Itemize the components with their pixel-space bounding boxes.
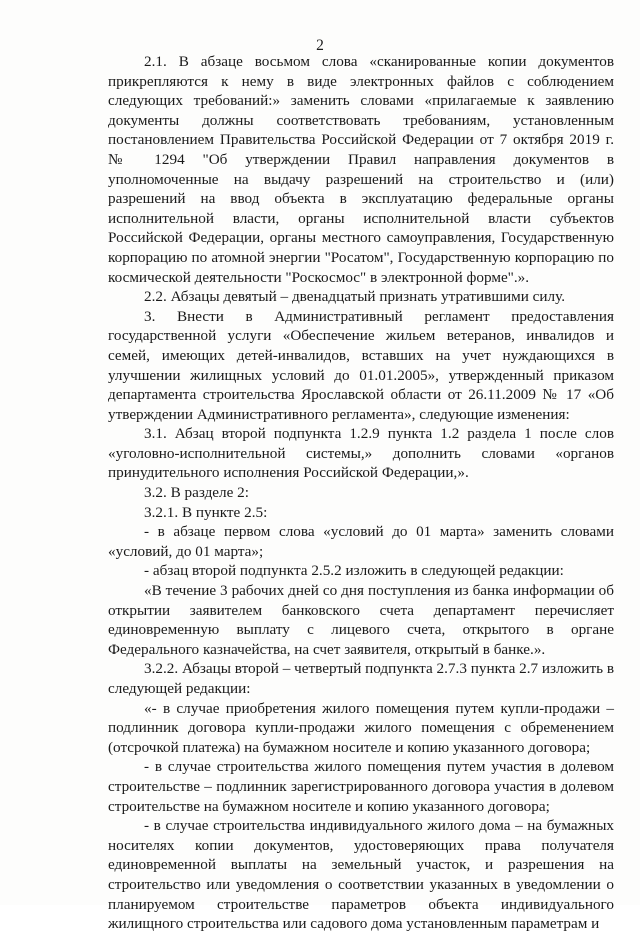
list-item-individual-house: - в случае строительства индивидуального жилого дома – на бумажных носителях копии документов, удостоверяющих права получателя единовременной выплаты на земельный участок, и разрешения на строительство или уведомления о соответствии указанных в уведомлении о планируемом строительстве параметров объекта индивидуального жилищного строительства или садового дома установленным параметрам и (108, 817, 614, 933)
list-item-first-paragraph: - в абзаце первом слова «условий до 01 марта» заменить словами «условий, до 01 марта»; (108, 523, 614, 560)
paragraph-2-1: 2.1. В абзаце восьмом слова «сканированные копии документов прикрепляются к нему в виде электронных файлов с соблюдением следующих требований:» заменить словами «прилагаемые к заявлению документы должны соответствовать требованиям, установленным постановлением Правительства Российской Федерации от 7 октября 2019 г. № 1294 "Об утверждении Правил направления документов в уполномоченные на выдачу разрешений на строительство и (или) разрешений на ввод объекта в эксплуатацию федеральные органы исполнительной власти, органы исполнительной власти субъектов Российской Федерации, органы местного самоуправления, Государственную корпорацию по атомной энергии "Росатом", Государственную корпорацию по космической деятельности "Роскосмос" в электронной форме".». (108, 53, 614, 286)
quoted-new-text-bank: «В течение 3 рабочих дней со дня поступления из банка информации об открытии заявителем банковского счета департамент перечисляет единовременную выплату с лицевого счета, открытого в органе Федерального казначейства, на счет заявителя, открытый в банке.». (108, 582, 614, 658)
list-item-shared-construction: - в случае строительства жилого помещения путем участия в долевом строительстве – подлинник зарегистрированного договора участия в долевом строительстве на бумажном носителе и копию указанного договора; (108, 758, 614, 815)
paragraph-3: 3. Внести в Административный регламент предоставления государственной услуги «Обеспечение жильем ветеранов, инвалидов и семей, имеющих детей-инвалидов, вставших на учет нуждающихся в улучшении жилищных условий до 01.01.2005», утвержденный приказом департамента строительства Ярославской области от 26.11.2009 № 17 «Об утверждении Административного регламента», следующие изменения: (108, 307, 614, 423)
paragraph-3-1: 3.1. Абзац второй подпункта 1.2.9 пункта 1.2 раздела 1 после слов «уголовно-исполнительной системы,» дополнить словами «органов принудительного исполнения Российской Федерации,». (108, 425, 614, 482)
list-item-purchase: «- в случае приобретения жилого помещения путем купли-продажи – подлинник договора купли-продажи жилого помещения с обременением (отсрочкой платежа) на бумажном носителе и копию указанного договора; (108, 699, 614, 756)
paragraph-3-2-1: 3.2.1. В пункте 2.5: (144, 503, 268, 521)
paragraph-2-2: 2.2. Абзацы девятый – двенадцатый признать утратившими силу. (144, 288, 565, 306)
page-number: 2 (316, 37, 324, 54)
paragraph-3-2: 3.2. В разделе 2: (144, 484, 249, 502)
list-item-second-paragraph: - абзац второй подпункта 2.5.2 изложить в следующей редакции: (144, 562, 564, 580)
document-body (108, 52, 614, 934)
paragraph-3-2-2: 3.2.2. Абзацы второй – четвертый подпункта 2.7.3 пункта 2.7 изложить в следующей редакции: (108, 660, 614, 697)
